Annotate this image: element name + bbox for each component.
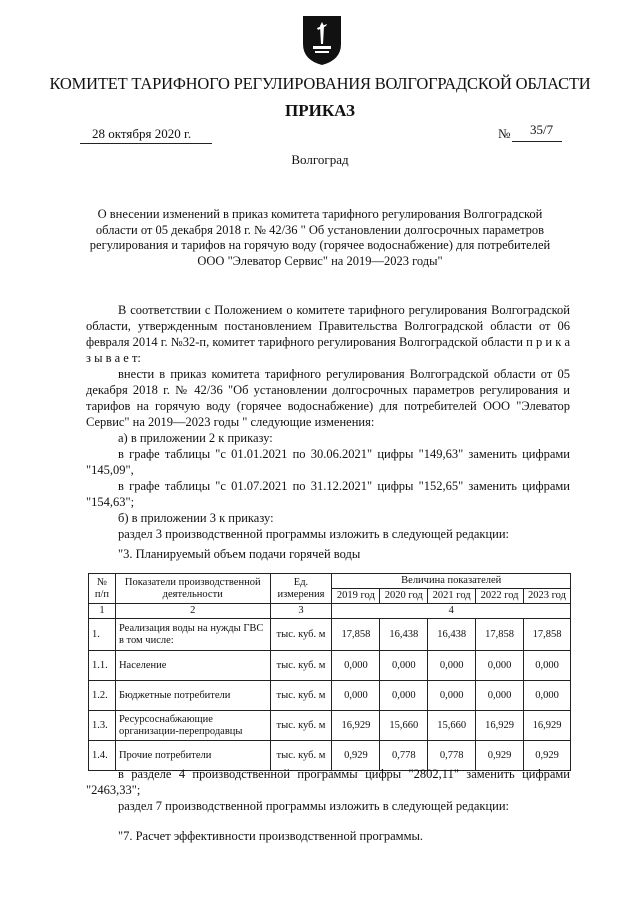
document-date: 28 октября 2020 г. bbox=[92, 126, 192, 141]
section-title: "3. Планируемый объем подачи горячей воды bbox=[118, 547, 361, 561]
document-type: ПРИКАЗ bbox=[285, 101, 355, 120]
header-value-group: Величина показателей bbox=[332, 574, 571, 589]
row-value: 0,000 bbox=[524, 681, 571, 711]
after-paragraph-1: в разделе 4 производственной программы цифры "2802,11" заменить цифрами "2463,33"; bbox=[86, 767, 570, 797]
row-value: 0,000 bbox=[332, 681, 380, 711]
row-value: 15,660 bbox=[428, 711, 476, 741]
row-unit: тыс. куб. м bbox=[270, 619, 332, 651]
document-body bbox=[86, 302, 570, 542]
city: Волгоград bbox=[291, 152, 349, 167]
paragraph-4: в графе таблицы "с 01.07.2021 по 31.12.2021" цифры "152,65" заменить цифрами "154,63"; bbox=[86, 479, 570, 509]
row-value: 0,000 bbox=[380, 651, 428, 681]
document-number: 35/7 bbox=[530, 122, 554, 137]
header-year: 2019 год bbox=[332, 589, 380, 604]
row-name: Ресурсоснабжающие организации-перепродавцы bbox=[115, 711, 270, 741]
row-value: 0,000 bbox=[332, 651, 380, 681]
table-row bbox=[89, 619, 571, 651]
row-value: 0,929 bbox=[476, 741, 524, 771]
row-value: 15,660 bbox=[380, 711, 428, 741]
number-sign: № bbox=[498, 126, 511, 141]
paragraph-1: внести в приказ комитета тарифного регулирования Волгоградской области от 05 декабря 2018 г. № 42/36 "Об установлении долгосрочных параметров регулирования и тарифов на горячую воду (горячее водоснабжение) для потребителей ООО "Элеватор Сервис" на 2019—2023 годы " следующие изменения: bbox=[86, 367, 570, 429]
row-unit: тыс. куб. м bbox=[270, 681, 332, 711]
row-value: 16,929 bbox=[332, 711, 380, 741]
table-row bbox=[89, 681, 571, 711]
row-value: 17,858 bbox=[476, 619, 524, 651]
row-name: Население bbox=[115, 651, 270, 681]
table-row bbox=[89, 711, 571, 741]
row-value: 17,858 bbox=[332, 619, 380, 651]
col-number: 1 bbox=[89, 604, 116, 619]
col-number: 3 bbox=[270, 604, 332, 619]
row-value: 16,438 bbox=[428, 619, 476, 651]
row-value: 0,000 bbox=[476, 681, 524, 711]
row-name: Прочие потребители bbox=[115, 741, 270, 771]
row-value: 0,000 bbox=[476, 651, 524, 681]
row-value: 0,000 bbox=[380, 681, 428, 711]
row-value: 17,858 bbox=[524, 619, 571, 651]
row-value: 16,438 bbox=[380, 619, 428, 651]
row-value: 0,929 bbox=[524, 741, 571, 771]
hot-water-volume-table bbox=[88, 573, 571, 771]
row-value: 0,000 bbox=[428, 651, 476, 681]
number-underline bbox=[512, 141, 562, 142]
section-7-title: "7. Расчет эффективности производственной программы. bbox=[118, 829, 423, 843]
row-value: 0,778 bbox=[380, 741, 428, 771]
col-number: 2 bbox=[115, 604, 270, 619]
header-indicator: Показатели производственной деятельности bbox=[115, 574, 270, 604]
volgograd-emblem-icon bbox=[301, 14, 343, 66]
row-unit: тыс. куб. м bbox=[270, 711, 332, 741]
date-underline bbox=[80, 143, 212, 144]
preamble: В соответствии с Положением о комитете тарифного регулирования Волгоградской области, утвержденным постановлением Правительства Волгоградской области от 06 февраля 2014 г. №32-п, комитет тарифного регулирования Волгоградской области п р и к а з ы в а е т: bbox=[86, 303, 570, 365]
row-value: 0,929 bbox=[332, 741, 380, 771]
row-value: 0,000 bbox=[428, 681, 476, 711]
paragraph-6: раздел 3 производственной программы изложить в следующей редакции: bbox=[118, 527, 510, 541]
row-unit: тыс. куб. м bbox=[270, 651, 332, 681]
row-num: 1.3. bbox=[89, 711, 116, 741]
header-year: 2021 год bbox=[428, 589, 476, 604]
column-number-row bbox=[89, 604, 571, 619]
row-value: 0,778 bbox=[428, 741, 476, 771]
header-year: 2022 год bbox=[476, 589, 524, 604]
row-value: 16,929 bbox=[524, 711, 571, 741]
row-num: 1.2. bbox=[89, 681, 116, 711]
table-header-row bbox=[89, 574, 571, 589]
row-num: 1.1. bbox=[89, 651, 116, 681]
paragraph-5: б) в приложении 3 к приказу: bbox=[118, 511, 274, 525]
document-subject: О внесении изменений в приказ комитета тарифного регулирования Волгоградской области от 05 декабря 2018 г. № 42/36 " Об установлении долгосрочных параметров регулирования и тарифов на горячую воду (горячее водоснабжение) для потребителей ООО "Элеватор Сервис" на 2019—2023 годы" bbox=[89, 207, 551, 268]
row-name: Бюджетные потребители bbox=[115, 681, 270, 711]
row-value: 16,929 bbox=[476, 711, 524, 741]
header-unit: Ед. измерения bbox=[270, 574, 332, 604]
paragraph-3: в графе таблицы "с 01.01.2021 по 30.06.2021" цифры "149,63" заменить цифрами "145,09", bbox=[86, 447, 570, 477]
header-year: 2020 год bbox=[380, 589, 428, 604]
after-table-text bbox=[86, 766, 570, 814]
header-year: 2023 год bbox=[524, 589, 571, 604]
after-paragraph-2: раздел 7 производственной программы изложить в следующей редакции: bbox=[118, 799, 510, 813]
row-unit: тыс. куб. м bbox=[270, 741, 332, 771]
row-value: 0,000 bbox=[524, 651, 571, 681]
row-name: Реализация воды на нужды ГВС в том числе: bbox=[115, 619, 270, 651]
col-number: 4 bbox=[332, 604, 571, 619]
row-num: 1.4. bbox=[89, 741, 116, 771]
header-num: № п/п bbox=[89, 574, 116, 604]
organization-title: КОМИТЕТ ТАРИФНОГО РЕГУЛИРОВАНИЯ ВОЛГОГРАДСКОЙ ОБЛАСТИ bbox=[49, 74, 591, 93]
row-num: 1. bbox=[89, 619, 116, 651]
table-row bbox=[89, 651, 571, 681]
paragraph-2: а) в приложении 2 к приказу: bbox=[118, 431, 273, 445]
